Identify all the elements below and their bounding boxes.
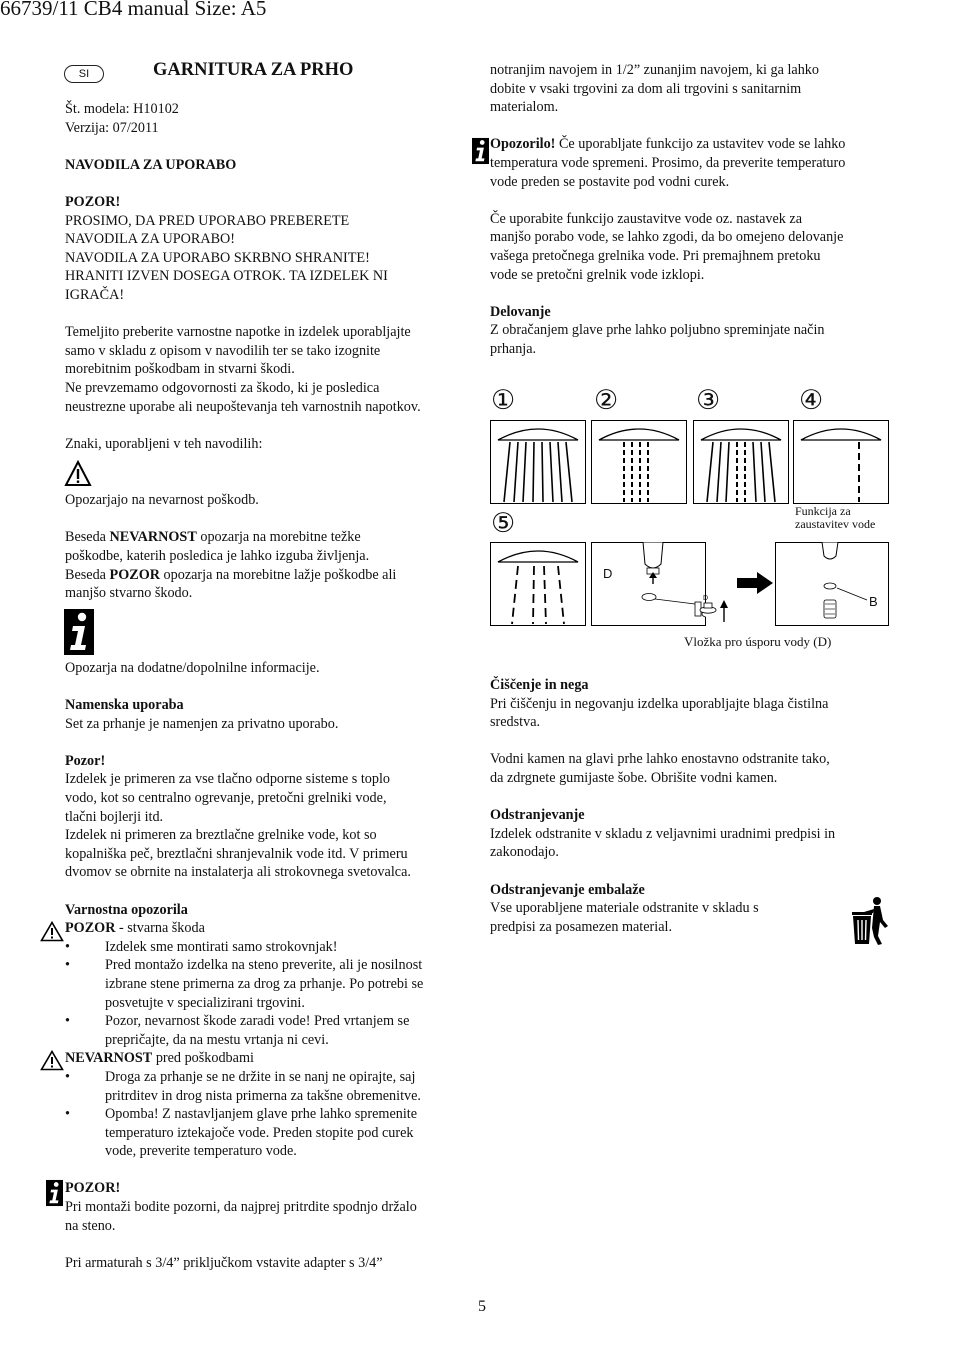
stop-caption-line: zaustavitev vode	[795, 517, 876, 531]
stop-line: manjšo porabo vode, se lahko zgodi, da bo omejeno delovanje	[490, 229, 844, 246]
intended-use-text: Set za prhanje je namenjen za privatno uporabo.	[65, 715, 339, 732]
label-b: B	[869, 594, 878, 609]
caution-pre: Beseda	[65, 566, 110, 583]
packaging-heading: Odstranjevanje embalaže	[490, 881, 645, 898]
list-item	[65, 1012, 470, 1049]
safety-danger-word: NEVARNOST	[65, 1050, 153, 1067]
language-badge: SI	[64, 65, 104, 83]
page-title: GARNITURA ZA PRHO	[153, 60, 354, 80]
saver-insert-detail	[692, 582, 732, 624]
mode-number-5: ⑤	[491, 508, 516, 539]
list-item-line: Pred montažo izdelka na steno preverite, ali je nosilnost	[105, 957, 423, 974]
pozor-line: tlačni bojlerji itd.	[65, 808, 164, 825]
page-number: 5	[478, 1298, 486, 1315]
pozor-line: Izdelek je primeren za vse tlačno odporne sisteme s toplo	[65, 771, 391, 788]
label-d: D	[603, 566, 613, 581]
water-saver-insert-diagram	[591, 542, 709, 626]
intro-line: samo v skladu z opisom v navodilih ter se tako izognite	[65, 342, 381, 359]
right-column-bottom	[490, 676, 900, 936]
caution-word: POZOR	[109, 566, 160, 583]
mode-number-3: ③	[696, 385, 721, 416]
list-item-line: Izdelek sme montirati samo strokovnjak!	[105, 938, 338, 955]
packaging-line: predpisi za posamezen material.	[490, 918, 672, 935]
warning-icon-description: Opozarjajo na nevarnost poškodb.	[65, 492, 259, 509]
stop-function-caption	[795, 505, 875, 531]
stop-line: vode se pretočni grelnik vode izklopi.	[490, 266, 705, 283]
info-icon	[46, 1179, 63, 1207]
attention-line: NAVODILA ZA UPORABO!	[65, 231, 235, 248]
pozor-line: vodo, kot so centralno ogrevanje, pretočni grelniki vode,	[65, 790, 387, 806]
safety-heading: Varnostna opozorila	[65, 901, 188, 918]
cleaning-heading: Čiščenje in nega	[490, 677, 589, 693]
stop-line: Če uporabite funkcijo zaustavitve vode oz. nastavek za	[490, 210, 803, 227]
bullet: •	[65, 938, 70, 955]
continuation-line: materialom.	[490, 99, 559, 116]
list-item-line: Pozor, nevarnost škode zaradi vode! Pred vrtanjem se	[105, 1013, 410, 1030]
list-item	[65, 956, 470, 1012]
pozor-line: dvomov se obrnite na instalaterja ali strokovnega svetovalca.	[65, 864, 411, 881]
operation-heading: Delovanje	[490, 303, 551, 320]
warning-line: vode preden se postavite pod vodni curek.	[490, 173, 730, 190]
danger-line-2: poškodbe, katerih posledica je lahko izguba življenja.	[65, 548, 370, 565]
intended-use-heading: Namenska uporaba	[65, 697, 184, 714]
warning-icon	[64, 460, 92, 488]
spray-mode-4-stop	[793, 420, 889, 504]
attention-line: IGRAČA!	[65, 286, 125, 303]
warning-line: temperatura vode spremeni. Prosimo, da preverite temperaturo	[490, 154, 846, 171]
info-icon	[64, 609, 94, 655]
bullet: •	[65, 957, 70, 974]
continuation-line: dobite v vsaki trgovini za dom ali trgovini s sanitarnim	[490, 80, 802, 97]
disposal-line: zakonodajo.	[490, 844, 559, 861]
stop-caption-line: Funkcija za	[795, 504, 851, 518]
intro-line: Ne prevzemamo odgovornosti za škodo, ki je posledica	[65, 379, 380, 396]
attention-line: PROSIMO, DA PRED UPORABO PREBERETE	[65, 212, 350, 229]
list-item-line: prepričajte, da na mestu vrtanja ni cevi.	[105, 1031, 329, 1048]
operation-line: Z obračanjem glave prhe lahko poljubno spreminjate način	[490, 322, 825, 339]
bullet: •	[65, 1106, 70, 1123]
list-item-line: pritrditev in drog nista primerna za takšne obremenitve.	[105, 1087, 421, 1104]
warning-word: Opozorilo!	[490, 136, 556, 153]
montage-line: Pri montaži bodite pozorni, da najprej pritrdite spodnjo držalo	[65, 1199, 417, 1216]
mode-number-4: ④	[799, 385, 824, 416]
list-item-line: temperaturo iztekajoče vode. Preden stopite pod curek	[105, 1124, 414, 1141]
arrow-right-icon	[737, 572, 773, 594]
info-icon	[472, 137, 489, 165]
list-item	[65, 1105, 470, 1161]
safety-pozor-word: POZOR	[65, 920, 116, 937]
intro-line: morebitnim poškodbam in stvarni škodi.	[65, 361, 295, 378]
list-item	[65, 1068, 470, 1105]
stop-line: vašega pretočnega grelnika vode. Pri premajhnem pretoku	[490, 247, 821, 264]
spray-mode-2	[591, 420, 687, 504]
caution-line-2: manjšo stvarno škodo.	[65, 585, 193, 602]
document-header: 66739/11 CB4 manual Size: A5	[0, 0, 267, 20]
pozor-line: kopalniška peč, breztlačni shranjevalnik vode itd. V primeru	[65, 845, 408, 862]
cleaning-line: Pri čiščenju in negovanju izdelka uporabljajte blaga čistilna	[490, 695, 829, 712]
danger-pre: Beseda	[65, 529, 110, 546]
list-item-line: Opomba! Z nastavljanjem glave prhe lahko spremenite	[105, 1106, 418, 1123]
mode-number-1: ①	[491, 385, 516, 416]
mode-number-2: ②	[594, 385, 619, 416]
bullet: •	[65, 1013, 70, 1030]
label-d-small: D	[703, 595, 709, 602]
warning-icon	[40, 921, 64, 942]
bullet: •	[65, 1068, 70, 1085]
pozor-heading: Pozor!	[65, 752, 106, 769]
water-saver-caption: Vložka pro úsporu vody (D)	[684, 634, 832, 649]
continuation-line: notranjim navojem in 1/2” zunanjim navojem, ki ga lahko	[490, 62, 819, 78]
pozor-line: Izdelek ni primeren za breztlačne grelnike vode, kot so	[65, 827, 377, 844]
intro-line: Temeljito preberite varnostne napotke in izdelek uporabljajte	[65, 324, 411, 341]
left-column	[65, 100, 470, 1272]
info-icon-description: Opozarja na dodatne/dopolnilne informacije.	[65, 659, 320, 676]
warning-first-line: Če uporabljate funkcijo za ustavitev vode se lahko	[555, 136, 846, 153]
montage-line: na steno.	[65, 1217, 116, 1234]
recycle-bin-icon	[850, 896, 890, 946]
safety-pozor-rest: - stvarna škoda	[115, 920, 205, 937]
intro-line: neustrezne uporabe ali neupoštevanja teh varnostnih napotkov.	[65, 398, 421, 415]
danger-word: NEVARNOST	[109, 529, 197, 546]
attention-heading: POZOR!	[65, 193, 121, 210]
attention-line: HRANITI IZVEN DOSEGA OTROK. TA IZDELEK NI	[65, 268, 388, 285]
packaging-line: Vse uporabljene materiale odstranite v skladu s	[490, 900, 759, 917]
list-item	[65, 938, 470, 957]
instructions-heading: NAVODILA ZA UPORABO	[65, 156, 237, 173]
cleaning-line: sredstva.	[490, 714, 541, 731]
disposal-heading: Odstranjevanje	[490, 807, 585, 824]
attention-line: NAVODILA ZA UPORABO SKRBNO SHRANITE!	[65, 249, 370, 266]
list-item-line: posvetujte v specializirani trgovini.	[105, 994, 305, 1011]
warning-icon	[40, 1050, 64, 1071]
model-number: Št. modela: H10102	[65, 101, 179, 117]
list-item-line: Droga za prhanje se ne držite in se nanj ne opirajte, saj	[105, 1068, 416, 1085]
safety-danger-rest: pred poškodbami	[152, 1050, 254, 1067]
signs-intro: Znaki, uporabljeni v teh navodilih:	[65, 435, 263, 452]
spray-mode-1	[490, 420, 586, 504]
disposal-line: Izdelek odstranite v skladu z veljavnimi uradnimi predpisi in	[490, 825, 836, 842]
version: Verzija: 07/2011	[65, 119, 159, 136]
limescale-line: Vodni kamen na glavi prhe lahko enostavno odstranite tako,	[490, 751, 830, 768]
list-item-line: izbrane stene primerna za drog za prhanje. Po potrebi se	[105, 975, 424, 992]
danger-post: opozarja na morebitne težke	[196, 529, 361, 546]
right-column	[490, 61, 900, 359]
spray-mode-5	[490, 542, 586, 626]
montage-heading: POZOR!	[65, 1180, 121, 1197]
spray-mode-3	[693, 420, 789, 504]
limescale-line: da zdrgnete gumijaste šobe. Obrišite vodni kamen.	[490, 769, 778, 786]
shower-head-insert-diagram	[775, 542, 889, 626]
adapter-line: Pri armaturah s 3/4” priključkom vstavite adapter s 3/4”	[65, 1254, 383, 1271]
list-item-line: vode, preverite temperaturo vode.	[105, 1143, 297, 1160]
caution-post: opozarja na morebitne lažje poškodbe ali	[159, 566, 397, 583]
operation-line: prhanja.	[490, 340, 537, 357]
